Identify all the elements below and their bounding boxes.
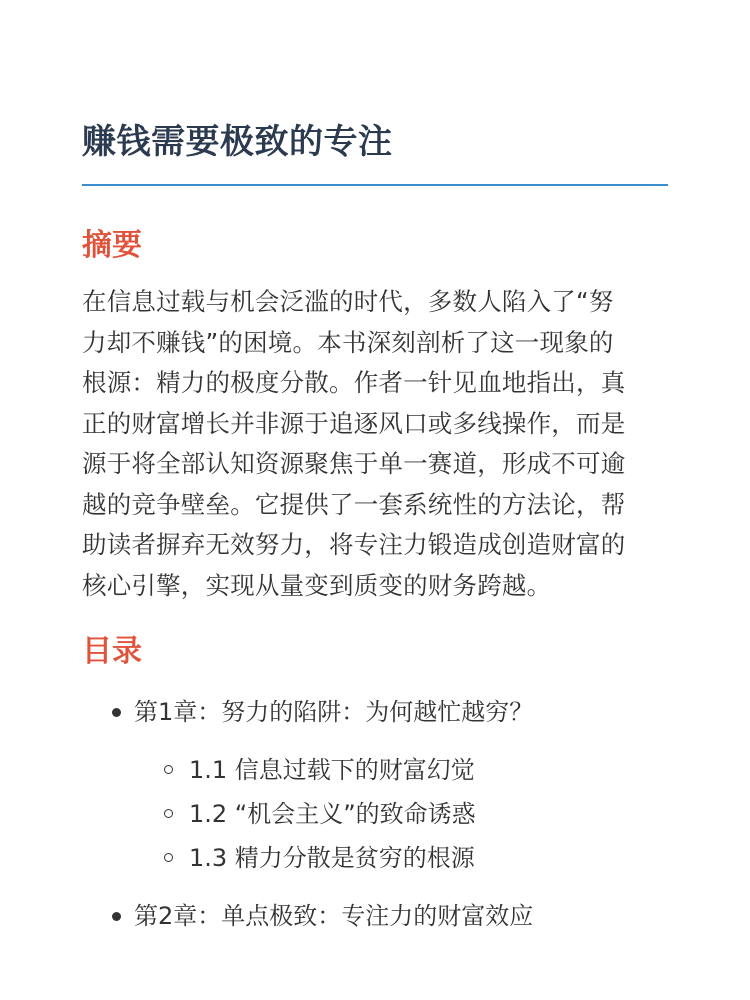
- bullet-circle-icon: [164, 809, 173, 818]
- bullet-circle-icon: [164, 853, 173, 862]
- toc-section-1-3: [134, 836, 668, 880]
- bullet-circle-icon: [164, 765, 173, 774]
- chapter-label: 第2章：单点极致：专注力的财富效应: [134, 902, 534, 930]
- chapter-sections: [134, 748, 668, 880]
- page-title: 赚钱需要极致的专注: [82, 122, 393, 162]
- summary-line: 核心引擎，实现从量变到质变的财务跨越。: [82, 570, 552, 600]
- summary-line: 源于将全部认知资源聚焦于单一赛道，形成不可逾: [82, 449, 626, 478]
- section-label: 1.1 信息过载下的财富幻觉: [189, 756, 475, 784]
- chapter-label: 第1章：努力的陷阱：为何越忙越穷？: [134, 698, 534, 726]
- summary-line: 正的财富增长并非源于追逐风口或多线操作，而是: [82, 408, 626, 438]
- bullet-disc-icon: [112, 912, 121, 921]
- title-divider: [82, 184, 668, 186]
- summary-line: 力却不赚钱”的困境。本书深刻剖析了这一现象的: [82, 327, 614, 357]
- toc-section-1-1: [134, 748, 668, 792]
- summary-line: 根源：精力的极度分散。作者一针见血地指出，真: [82, 368, 626, 397]
- summary-line: 助读者摒弃无效努力，将专注力锻造成创造财富的: [82, 530, 626, 559]
- toc-chapter-2: [82, 898, 668, 934]
- summary-line: 越的竞争壁垒。它提供了一套系统性的方法论，帮: [82, 489, 626, 519]
- summary-paragraph: [82, 282, 668, 606]
- toc-chapter-1: [82, 694, 668, 880]
- summary-heading: 摘要: [82, 228, 142, 263]
- bullet-disc-icon: [112, 708, 121, 717]
- table-of-contents: [82, 694, 668, 934]
- toc-heading: 目录: [82, 634, 142, 669]
- section-label: 1.3 精力分散是贫穷的根源: [189, 844, 475, 872]
- toc-section-1-2: [134, 792, 668, 836]
- summary-line: 在信息过载与机会泛滥的时代，多数人陷入了“努: [82, 287, 614, 316]
- section-label: 1.2 “机会主义”的致命诱惑: [189, 800, 476, 828]
